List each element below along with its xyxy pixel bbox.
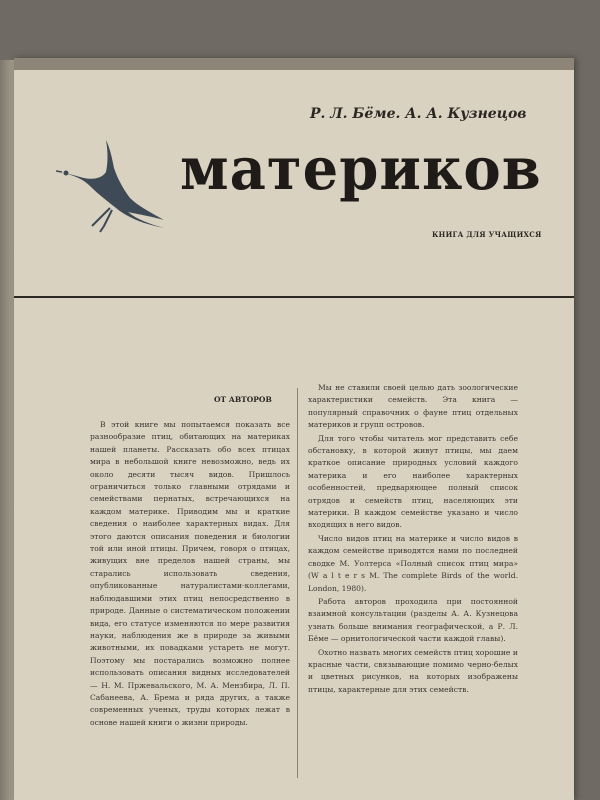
column-divider [297,388,298,778]
left-paragraph: В этой книге мы попытаемся показать все разнообразие птиц, обитающих на материках нашей планеты. Рассказать обо всех птицах мира в небольшой книге невозможно, ведь их около десяти тысяч видов. Пришлось ограничиться только главными отрядами и семействами пернатых, встречающихся на каждом материке. Приводим мы и краткие сведения о наиболее характерных видах. Для этого даются описания поведения и биологии той или иной птицы. Причем, говоря о птицах, живущих вне пределов нашей страны, мы старались использовать сведения, опубликованные натуралистами-коллегами, наблюдавшими этих птиц непосредственно в природе. Данные о систематическом положении вида, его статусе изменяются по мере развития науки, наблюдения же в природе за живыми животными, их повадками устареть не могут. Поэтому мы постарались возможно полнее использовать описания видных исследователей — Н. М. Пржевальского, М. А. Мензбира, Л. П. Сабанеева, А. Брема и ряда других, а также современных ученых, труды которых лежат в основе нашей книги о жизни природы. [90,420,290,727]
right-paragraph: Число видов птиц на материке и число видов в каждом семействе приводятся нами по последней сводке М. Уолтерса «Полный список птиц мира» (W a l t e r s M. The complete Birds of the world. London, 1980). [308,533,518,593]
section-title: ОТ АВТОРОВ [214,395,272,404]
right-paragraph: Работа авторов проходила при постоянной взаимной консультации (разделы А. А. Кузнецова узнать больше внимания географической, а Р. Л. Бёме — орнитологической части каждой главы). [308,596,518,644]
top-band [14,58,574,70]
crane-illustration [54,128,174,238]
right-paragraph: Охотно назвать многих семейств птиц хорошие и красные части, связывающие помимо черно-белых и цветных рисунков, на которых изображены птицы, характерные для этих семейств. [308,647,518,694]
book-title: материков [180,134,542,204]
book-subtitle: КНИГА ДЛЯ УЧАЩИХСЯ [432,230,542,239]
left-column [90,419,290,730]
header-rule [14,296,574,298]
right-paragraph: Мы не ставили своей целью дать зоологические характеристики семейств. Эта книга — популярный справочник о фауне птиц отдельных материков и групп островов. [308,383,518,430]
authors: Р. Л. Бёме. А. А. Кузнецов [310,106,527,122]
right-column [308,382,518,697]
book-page [14,58,574,800]
right-paragraph: Для того чтобы читатель мог представить себе обстановку, в которой живут птицы, мы даем краткое описание природных условий каждого материка и его наиболее характерных особенностей, предваряющее полный список отрядов и семейств птиц, населяющих эти материки. В каждом семействе указано и число входящих в него видов. [308,433,518,530]
